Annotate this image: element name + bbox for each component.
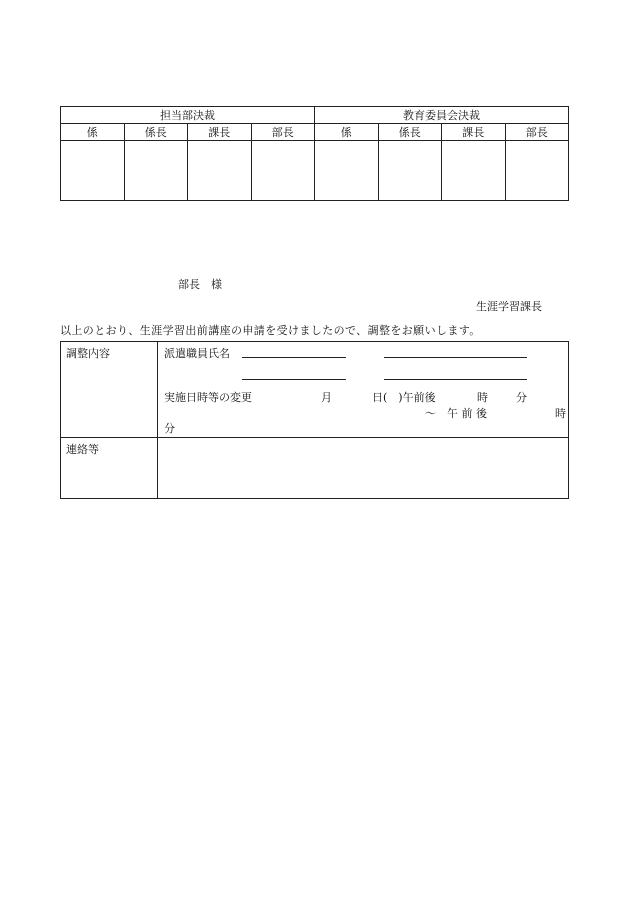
date-change-label: 実施日時等の変更 bbox=[164, 391, 252, 404]
approval-stamp-table bbox=[60, 106, 569, 201]
end-hour-label: 時 bbox=[555, 407, 566, 420]
stamp-box[interactable] bbox=[61, 141, 125, 201]
request-statement: 以上のとおり、生涯学習出前講座の申請を受けましたので、調整をお願いします。 bbox=[60, 324, 481, 337]
stamp-box[interactable] bbox=[442, 141, 506, 201]
staff-name-field-1[interactable] bbox=[242, 357, 346, 358]
contact-label: 連絡等 bbox=[61, 438, 158, 499]
adjustment-content-cell bbox=[158, 342, 569, 438]
role-header-staff: 係 bbox=[315, 124, 379, 141]
staff-name-field-3[interactable] bbox=[242, 379, 346, 380]
addressee: 部長 様 bbox=[178, 278, 222, 291]
stamp-box[interactable] bbox=[378, 141, 442, 201]
month-label: 月 bbox=[321, 391, 332, 404]
sender-title: 生涯学習課長 bbox=[476, 300, 542, 313]
approval-group-board-of-education: 教育委員会決裁 bbox=[315, 107, 569, 124]
contact-field[interactable] bbox=[158, 438, 569, 499]
role-header-director: 部長 bbox=[505, 124, 569, 141]
minute-label: 分 bbox=[516, 391, 527, 404]
role-header-staff: 係 bbox=[61, 124, 125, 141]
staff-name-field-4[interactable] bbox=[384, 379, 527, 380]
stamp-box[interactable] bbox=[251, 141, 315, 201]
role-header-chief: 係長 bbox=[378, 124, 442, 141]
stamp-box[interactable] bbox=[188, 141, 252, 201]
hour-label: 時 bbox=[477, 391, 488, 404]
role-header-section-manager: 課長 bbox=[442, 124, 506, 141]
adjustment-label: 調整内容 bbox=[61, 342, 158, 438]
end-time-ampm-label: ～ 午 前 後 bbox=[425, 407, 487, 420]
stamp-box[interactable] bbox=[505, 141, 569, 201]
stamp-box[interactable] bbox=[124, 141, 188, 201]
role-header-section-manager: 課長 bbox=[188, 124, 252, 141]
staff-name-field-2[interactable] bbox=[384, 357, 527, 358]
end-minute-label: 分 bbox=[164, 422, 175, 435]
staff-name-label: 派遣職員氏名 bbox=[164, 347, 230, 360]
approval-group-department: 担当部決裁 bbox=[61, 107, 315, 124]
stamp-box[interactable] bbox=[315, 141, 379, 201]
adjustment-form-table bbox=[60, 341, 569, 499]
role-header-director: 部長 bbox=[251, 124, 315, 141]
day-ampm-label: 日( )午前後 bbox=[372, 391, 436, 404]
role-header-chief: 係長 bbox=[124, 124, 188, 141]
